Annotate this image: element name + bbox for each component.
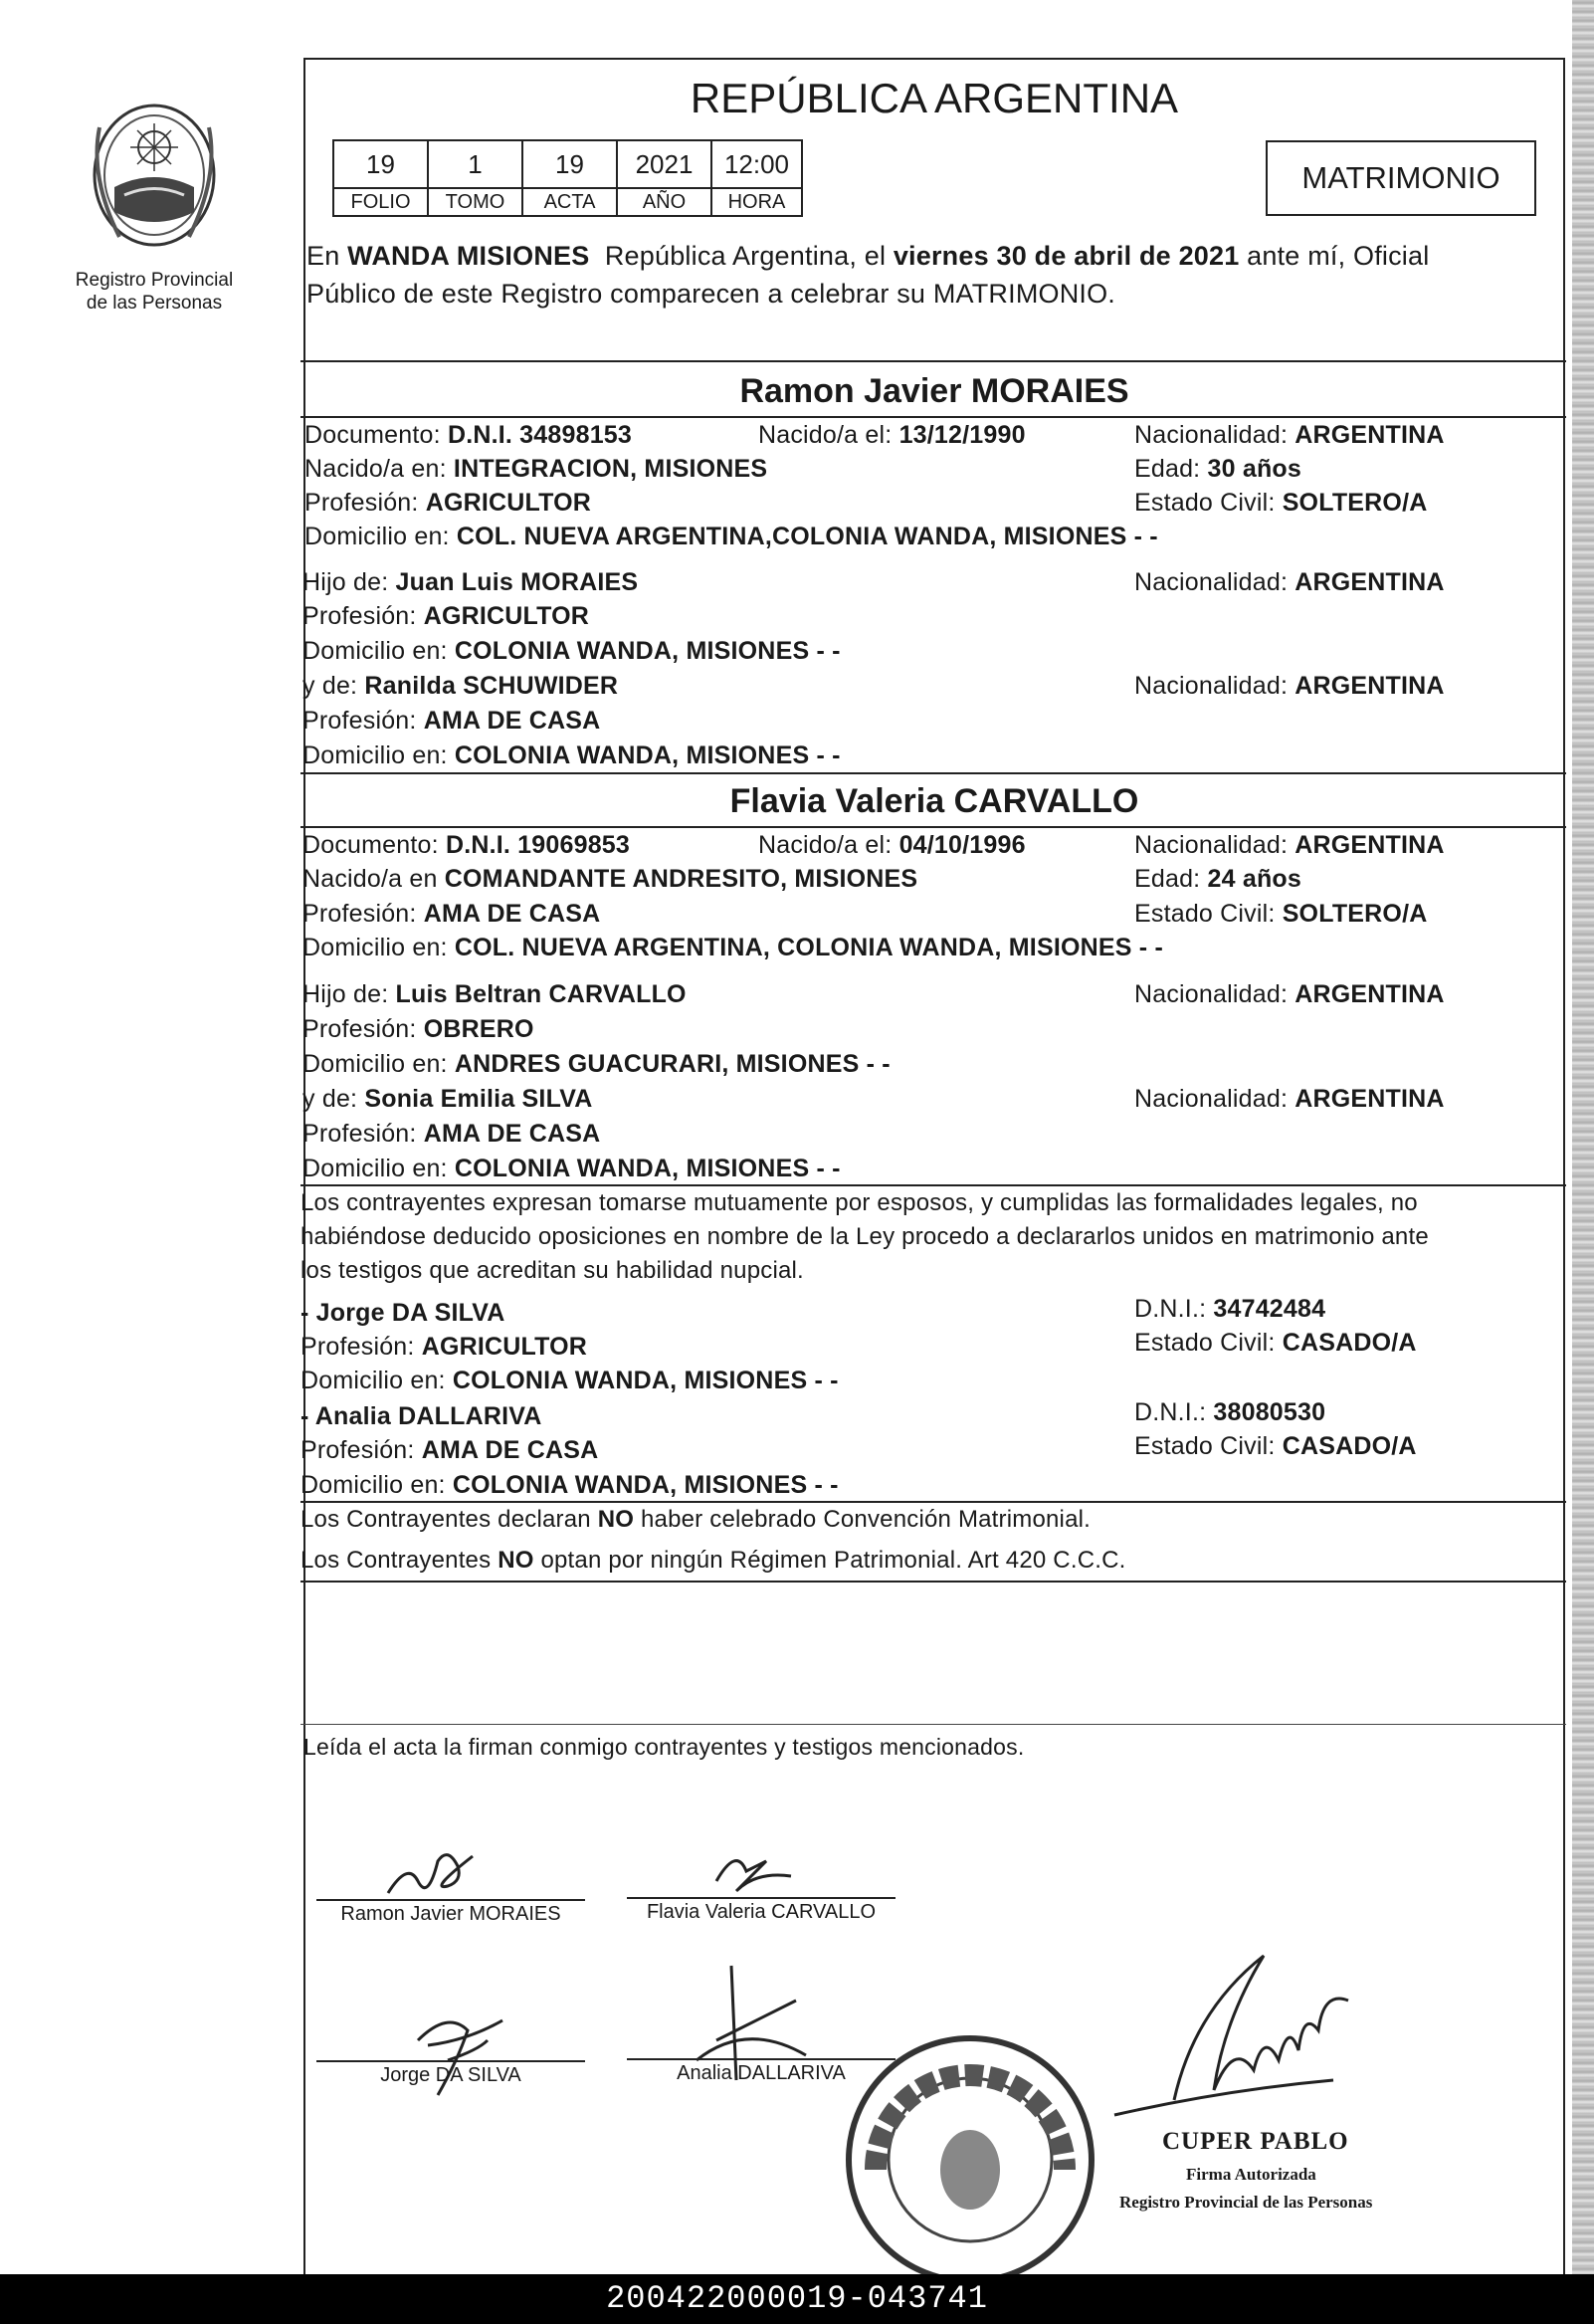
groom-father-address: Domicilio en: COLONIA WANDA, MISIONES - - [302, 637, 841, 665]
witness1-dni: D.N.I.: 34742484 [1134, 1295, 1326, 1323]
divider [300, 1581, 1566, 1583]
official-line3: Registro Provincial de las Personas [1119, 2193, 1373, 2212]
bride-signature [697, 1841, 816, 1901]
bride-age: Edad: 24 años [1134, 865, 1301, 893]
declaration-line1: Los contrayentes expresan tomarse mutuamente por esposos, y cumplidas las formalidades legales, no [300, 1189, 1418, 1216]
groom-age: Edad: 30 años [1134, 455, 1301, 483]
anio-value: 2021 [617, 140, 711, 188]
bride-father-nationality: Nacionalidad: ARGENTINA [1134, 980, 1445, 1008]
document-id-bar: 200422000019-043741 [0, 2274, 1594, 2324]
groom-profession: Profesión: AGRICULTOR [304, 489, 592, 517]
witness2-sig-label: Analia DALLARIVA [677, 2062, 846, 2084]
document-title: REPÚBLICA ARGENTINA [690, 75, 1179, 121]
anio-label: AÑO [617, 188, 711, 216]
groom-name: Ramon Javier MORAIES [739, 372, 1129, 410]
bride-father: Hijo de: Luis Beltran CARVALLO [302, 980, 687, 1008]
groom-born: Nacido/a el: 13/12/1990 [758, 421, 1026, 449]
witness2-civil-status: Estado Civil: CASADO/A [1134, 1432, 1417, 1460]
intro-p3: ante mí, Oficial [1239, 241, 1430, 271]
groom-father: Hijo de: Juan Luis MORAIES [302, 568, 639, 596]
declaration-line3: los testigos que acreditan su habilidad nupcial. [300, 1257, 804, 1284]
official-name: CUPER PABLO [1162, 2128, 1349, 2155]
divider [300, 1184, 1566, 1186]
divider [300, 772, 1566, 774]
groom-father-profession: Profesión: AGRICULTOR [302, 602, 590, 630]
folio-value: 19 [333, 140, 428, 188]
groom-mother: y de: Ranilda SCHUWIDER [302, 672, 619, 700]
bride-father-address: Domicilio en: ANDRES GUACURARI, MISIONES - - [302, 1050, 891, 1078]
bride-profession: Profesión: AMA DE CASA [302, 900, 601, 928]
round-stamp [836, 2020, 1104, 2274]
folio-label: FOLIO [333, 188, 428, 216]
bride-mother-address: Domicilio en: COLONIA WANDA, MISIONES - - [302, 1155, 841, 1182]
witness1-address: Domicilio en: COLONIA WANDA, MISIONES - - [300, 1367, 839, 1394]
divider [300, 1501, 1566, 1503]
intro-place: WANDA MISIONES [347, 241, 590, 271]
official-signature [1104, 1951, 1393, 2125]
bride-nationality: Nacionalidad: ARGENTINA [1134, 831, 1445, 859]
groom-sig-label: Ramon Javier MORAIES [340, 1903, 561, 1925]
bride-address: Domicilio en: COL. NUEVA ARGENTINA, COLONIA WANDA, MISIONES - - [302, 934, 1163, 961]
groom-birthplace: Nacido/a en: INTEGRACION, MISIONES [304, 455, 768, 483]
closing-text: Leída el acta la firman conmigo contrayentes y testigos mencionados. [303, 1734, 1025, 1760]
bride-father-profession: Profesión: OBRERO [302, 1015, 534, 1043]
tomo-value: 1 [428, 140, 522, 188]
convention-line2: Los Contrayentes NO optan por ningún Régimen Patrimonial. Art 420 C.C.C. [300, 1547, 1126, 1574]
declaration-line2: habiéndose deducido oposiciones en nombre de la Ley procedo a declararlos unidos en matrimonio ante [300, 1223, 1429, 1250]
bride-mother-nationality: Nacionalidad: ARGENTINA [1134, 1085, 1445, 1113]
record-type-box: MATRIMONIO [1266, 140, 1536, 216]
hora-value: 12:00 [711, 140, 802, 188]
divider [300, 360, 1566, 362]
hora-label: HORA [711, 188, 802, 216]
witness1-civil-status: Estado Civil: CASADO/A [1134, 1329, 1417, 1357]
divider [300, 416, 1566, 418]
official-line2: Firma Autorizada [1186, 2165, 1316, 2184]
witness2-address: Domicilio en: COLONIA WANDA, MISIONES - - [300, 1471, 839, 1499]
groom-nationality: Nacionalidad: ARGENTINA [1134, 421, 1445, 449]
scan-edge [1572, 0, 1594, 2274]
bride-mother-profession: Profesión: AMA DE CASA [302, 1120, 601, 1148]
round-stamp-text [836, 2259, 1104, 2260]
witness2-name: - Analia DALLARIVA [300, 1402, 542, 1430]
bride-sig-label: Flavia Valeria CARVALLO [646, 1901, 877, 1923]
tomo-label: TOMO [428, 188, 522, 216]
bride-mother: y de: Sonia Emilia SILVA [302, 1085, 593, 1113]
witness1-name: - Jorge DA SILVA [300, 1299, 505, 1327]
witness1-sig-line [316, 2060, 585, 2062]
bride-document: Documento: D.N.I. 19069853 [302, 831, 631, 859]
intro-date: viernes 30 de abril de 2021 [893, 241, 1240, 271]
record-number-table [332, 139, 803, 217]
seal-caption-line2: de las Personas [86, 293, 223, 314]
bride-civil-status: Estado Civil: SOLTERO/A [1134, 900, 1428, 928]
provincial-seal [80, 88, 229, 267]
witness1-profession: Profesión: AGRICULTOR [300, 1333, 588, 1361]
groom-civil-status: Estado Civil: SOLTERO/A [1134, 489, 1428, 517]
seal-caption [55, 269, 254, 315]
witness1-sig-label: Jorge DA SILVA [380, 2064, 521, 2086]
intro-line2: Público de este Registro comparecen a celebrar su MATRIMONIO. [306, 279, 1116, 309]
groom-sig-line [316, 1899, 585, 1901]
witness2-profession: Profesión: AMA DE CASA [300, 1436, 599, 1464]
groom-father-nationality: Nacionalidad: ARGENTINA [1134, 568, 1445, 596]
intro-line1 [306, 241, 1429, 271]
divider [300, 1724, 1566, 1725]
bride-born: Nacido/a el: 04/10/1996 [758, 831, 1026, 859]
groom-mother-nationality: Nacionalidad: ARGENTINA [1134, 672, 1445, 700]
groom-address: Domicilio en: COL. NUEVA ARGENTINA,COLONIA WANDA, MISIONES - - [304, 523, 1158, 550]
witness2-dni: D.N.I.: 38080530 [1134, 1398, 1326, 1426]
bride-birthplace: Nacido/a en COMANDANTE ANDRESITO, MISIONES [302, 865, 918, 893]
groom-mother-profession: Profesión: AMA DE CASA [302, 707, 601, 735]
intro-p2: República Argentina, el [589, 241, 894, 271]
seal-caption-line1: Registro Provincial [75, 270, 234, 291]
convention-line1: Los Contrayentes declaran NO haber celebrado Convención Matrimonial. [300, 1506, 1092, 1533]
groom-document: Documento: D.N.I. 34898153 [304, 421, 633, 449]
acta-label: ACTA [522, 188, 617, 216]
bride-sig-line [627, 1897, 896, 1899]
bride-name: Flavia Valeria CARVALLO [729, 782, 1139, 820]
groom-mother-address: Domicilio en: COLONIA WANDA, MISIONES - - [302, 741, 841, 769]
acta-value: 19 [522, 140, 617, 188]
groom-signature [378, 1841, 498, 1901]
intro-p1: En [306, 241, 348, 271]
divider [300, 826, 1566, 828]
